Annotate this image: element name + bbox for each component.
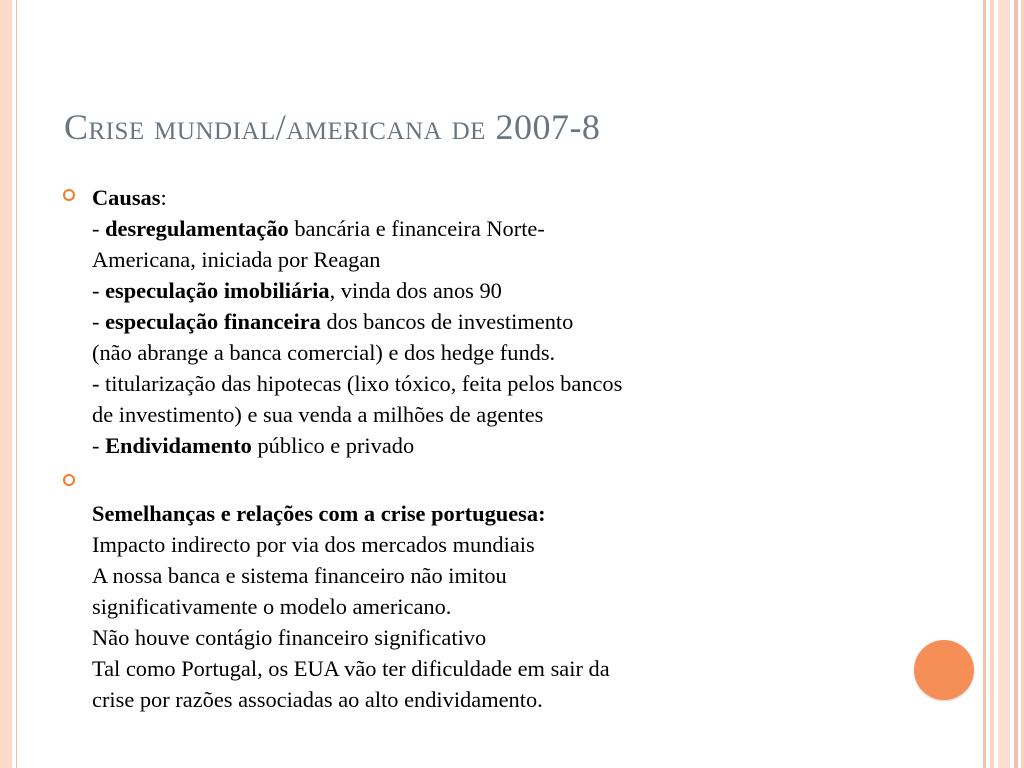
line-text: , vinda dos anos 90 <box>329 278 502 303</box>
cause-line <box>92 368 892 399</box>
left-border-line <box>16 0 17 768</box>
bullet-heading: Semelhanças e relações com a crise portuguesa: <box>92 501 546 526</box>
cause-line <box>92 399 892 430</box>
line-bold: desregulamentação <box>105 216 289 241</box>
line-text: Americana, iniciada por Reagan <box>92 247 381 272</box>
left-border-band <box>0 0 12 768</box>
cause-line <box>92 337 892 368</box>
ring-bullet-icon <box>63 189 75 201</box>
empty-line <box>92 467 892 498</box>
line-text: bancária e financeira Norte- <box>288 216 545 241</box>
right-stripe <box>998 0 1010 768</box>
bullet-item-semelhancas <box>62 467 892 715</box>
line-text: - titularização das hipotecas (lixo tóxico, feita pelos bancos <box>92 371 623 396</box>
line-text: de investimento) e sua venda a milhões de agentes <box>92 402 544 427</box>
line-text: público e privado <box>251 433 415 458</box>
line-bold: Endividamento <box>105 433 252 458</box>
bullet-heading <box>92 182 892 213</box>
similarity-line: significativamente o modelo americano. <box>92 594 452 619</box>
line-text: dos bancos de investimento <box>320 309 574 334</box>
heading-suffix: : <box>160 185 167 210</box>
slide-title: Crise mundial/americana de 2007-8 <box>64 107 601 147</box>
line-prefix: - <box>92 278 106 303</box>
cause-line <box>92 244 892 275</box>
ring-bullet-icon <box>63 474 75 486</box>
cause-line <box>92 430 892 461</box>
line-prefix: - <box>92 309 106 334</box>
bullet-item-causas <box>62 182 892 461</box>
cause-line <box>92 213 892 244</box>
line-text: (não abrange a banca comercial) e dos hedge funds. <box>92 340 556 365</box>
similarity-line: crise por razões associadas ao alto endividamento. <box>92 687 543 712</box>
slide-body <box>62 182 892 721</box>
cause-line <box>92 275 892 306</box>
line-prefix: - <box>92 216 106 241</box>
similarity-line: A nossa banca e sistema financeiro não imitou <box>92 563 507 588</box>
similarity-line: Não houve contágio financeiro significativo <box>92 625 487 650</box>
orange-circle-decoration <box>914 640 974 700</box>
right-border-stripes <box>976 0 1024 768</box>
line-bold: especulação imobiliária <box>105 278 330 303</box>
line-prefix: - <box>92 433 106 458</box>
similarity-line: Tal como Portugal, os EUA vão ter dificuldade em sair da <box>92 656 610 681</box>
similarity-line: Impacto indirecto por via dos mercados mundiais <box>92 532 535 557</box>
heading-bold-text: Causas <box>92 185 161 210</box>
cause-line <box>92 306 892 337</box>
line-bold: especulação financeira <box>105 309 321 334</box>
right-stripe <box>1014 0 1018 768</box>
right-stripe <box>990 0 994 768</box>
right-stripe <box>983 0 986 768</box>
